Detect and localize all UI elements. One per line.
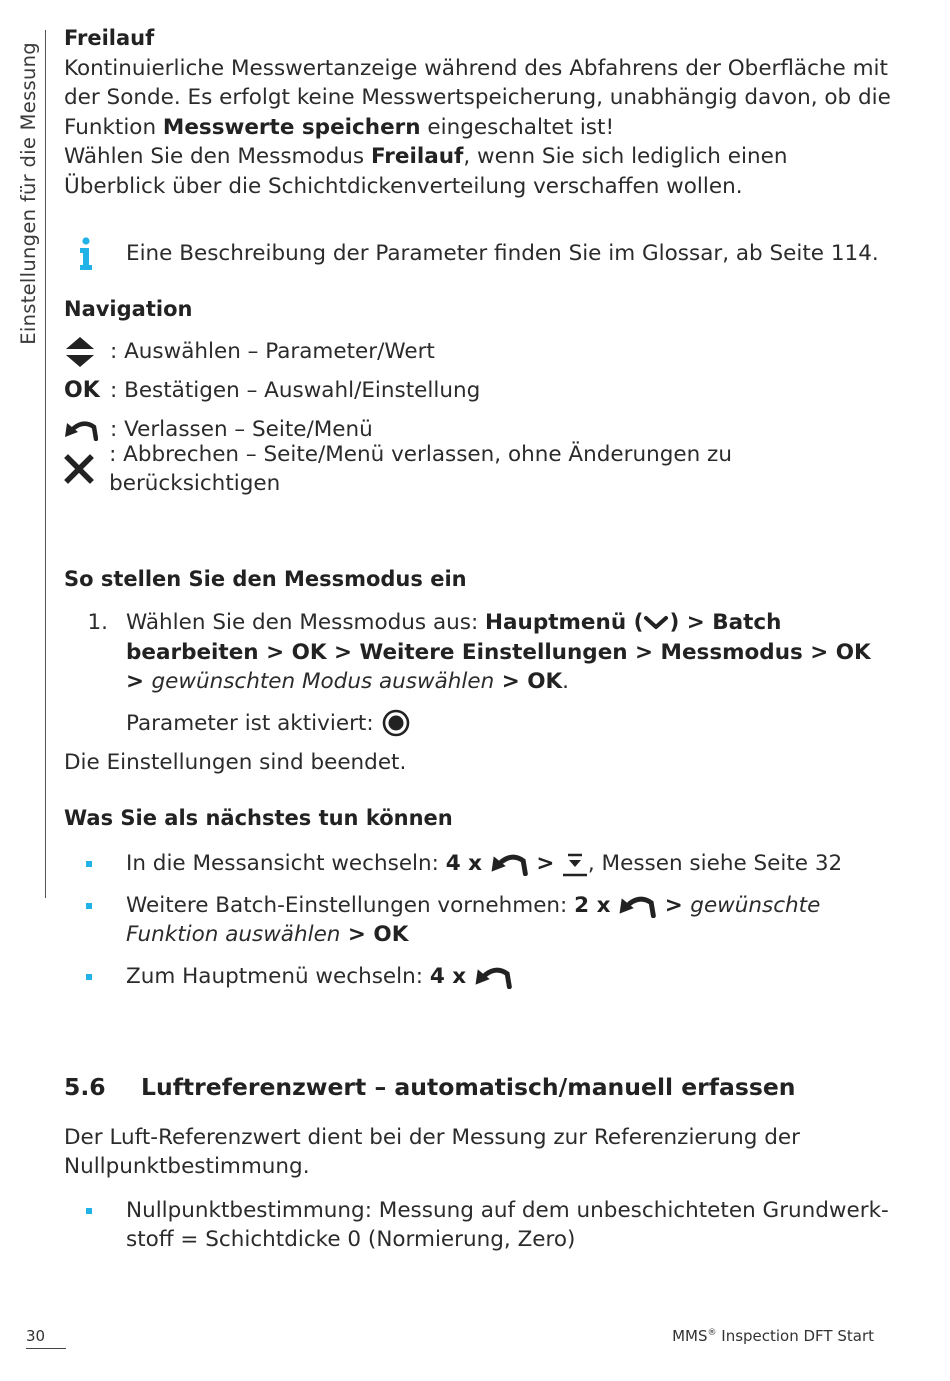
footer-product-title: MMS® Inspection DFT Start: [672, 1327, 874, 1345]
back-arrow-icon: [489, 852, 529, 876]
sidebar-chapter-title: Einstellungen für die Messung: [17, 42, 41, 345]
section-heading: 5.6 Luftreferenzwert – automatisch/manuell erfassen: [64, 1073, 796, 1101]
info-note: [64, 237, 894, 271]
freilauf-heading: Freilauf: [64, 26, 155, 50]
parameter-active-note: Parameter ist aktiviert:: [126, 709, 894, 739]
chevron-down-icon: [643, 615, 669, 631]
back-arrow-icon: [64, 419, 98, 441]
page-content: [64, 24, 894, 1255]
sidebar-divider: [45, 30, 46, 898]
list-item: Zum Hauptmenü wechseln: 4 x: [64, 962, 894, 992]
nav-item-back: : Verlassen – Seite/Menü: [64, 411, 894, 450]
nav-item-cancel: : Abbrechen – Seite/Menü verlassen, ohne Änderungen zu berücksichtigen: [64, 450, 894, 489]
cross-icon: [64, 454, 94, 484]
info-icon: [78, 237, 94, 271]
setup-step-1: 1. Wählen Sie den Messmodus aus: Hauptmenü ( ) > Batch bearbeiten > OK > Weitere Einstellungen > Messmodus > OK > gewünschten Modus auswählen > OK. Parameter ist aktiviert:: [64, 608, 894, 738]
back-arrow-icon: [473, 965, 513, 989]
section-intro: Der Luft-Referenzwert dient bei der Messung zur Referenzierung der Nullpunktbestimmung.: [64, 1124, 800, 1179]
info-note-text: Eine Beschreibung der Parameter finden Sie im Glossar, ab Seite 114.: [126, 241, 879, 267]
setup-heading: So stellen Sie den Messmodus ein: [64, 566, 467, 591]
nav-item-select: : Auswählen – Parameter/Wert: [64, 333, 894, 372]
up-down-arrows-icon: [64, 335, 96, 369]
setup-done-text: Die Einstellungen sind beendet.: [64, 750, 407, 775]
footer-divider: [26, 1348, 66, 1349]
navigation-heading: Navigation: [64, 297, 193, 321]
measure-view-icon: [562, 851, 588, 877]
page-number: 30: [26, 1327, 46, 1345]
list-item: In die Messansicht wechseln: 4 x > , Messen siehe Seite 32: [64, 849, 894, 879]
back-arrow-icon: [617, 894, 657, 918]
freilauf-paragraph-2: Wählen Sie den Messmodus Freilauf, wenn Sie sich lediglich einen Überblick über die Schichtdickenverteilung verschaffen wollen.: [64, 144, 788, 199]
ok-key: OK: [64, 378, 100, 404]
nav-item-confirm: OK : Bestätigen – Auswahl/Einstellung: [64, 372, 894, 411]
freilauf-paragraph-1: Kontinuierliche Messwertanzeige während des Abfahrens der Oberfläche mit der Sonde. Es erfolgt keine Messwertspeicherung, unabhängig davon, ob die Funktion Messwerte speichern eingeschaltet ist!: [64, 55, 891, 140]
radio-selected-icon: [382, 709, 410, 737]
list-item: Nullpunktbestimmung: Messung auf dem unbeschichteten Grundwerk-stoff = Schichtdicke 0 (Normierung, Zero): [64, 1196, 894, 1255]
next-steps-heading: Was Sie als nächstes tun können: [64, 805, 453, 830]
navigation-list: [64, 333, 894, 496]
list-item: Weitere Batch-Einstellungen vornehmen: 2 x > gewünschte Funktion auswählen > OK: [64, 891, 894, 950]
